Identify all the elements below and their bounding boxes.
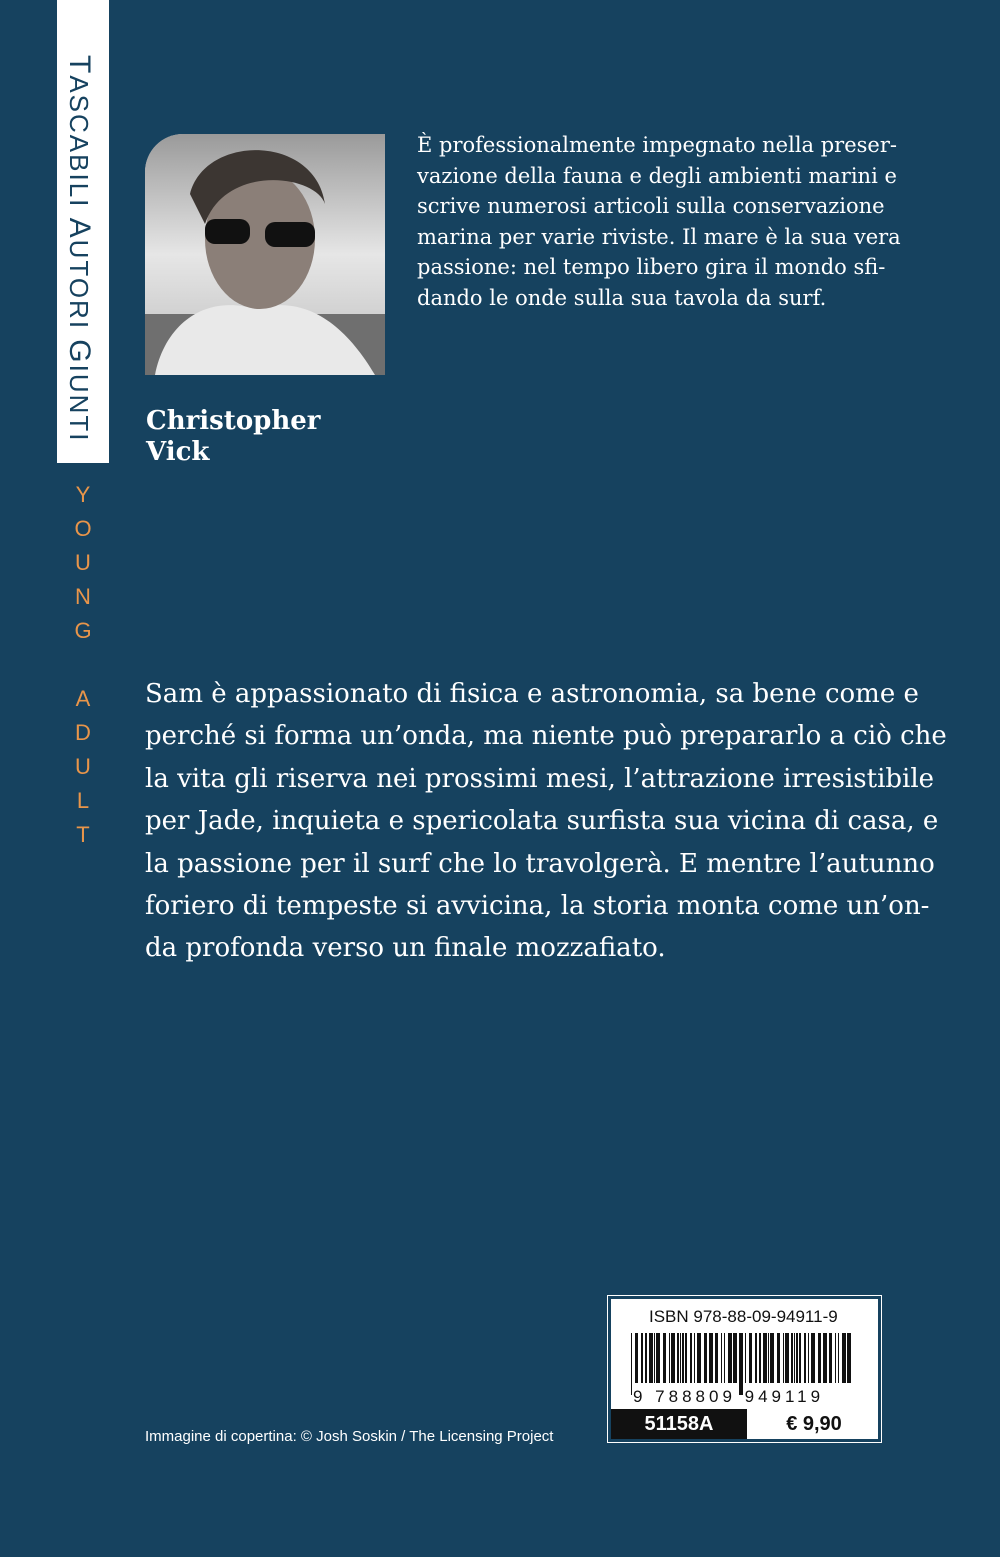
barcode-bar xyxy=(755,1333,757,1383)
barcode-bar xyxy=(682,1333,684,1383)
barcode-bar xyxy=(829,1333,832,1383)
series-word: UTORI xyxy=(64,239,94,340)
series-cap: T xyxy=(63,55,96,76)
barcode-bar xyxy=(791,1333,793,1383)
isbn-text: ISBN 978-88-09-94911-9 xyxy=(649,1307,838,1326)
barcode-bar xyxy=(697,1333,701,1383)
barcode-bar xyxy=(669,1333,670,1383)
barcode-bar xyxy=(777,1333,780,1383)
series-cap: A xyxy=(63,217,96,240)
barcode-bar xyxy=(690,1333,692,1383)
text-line: passione: nel tempo libero gira il mondo sfi- xyxy=(417,255,886,279)
barcode-bar xyxy=(783,1333,784,1383)
series-word: ASCABILI xyxy=(64,75,94,218)
barcode-bar xyxy=(811,1333,815,1383)
barcode-bar xyxy=(847,1333,851,1383)
barcode-bar xyxy=(739,1333,743,1395)
barcode-bar xyxy=(749,1333,752,1383)
barcode-bar xyxy=(763,1333,767,1383)
barcode-bar xyxy=(641,1333,643,1383)
barcode-bar xyxy=(724,1333,725,1383)
barcode-bar xyxy=(770,1333,774,1383)
barcode-bar xyxy=(804,1333,806,1383)
barcode-bar xyxy=(671,1333,675,1383)
barcode-bar xyxy=(728,1333,732,1383)
barcode-bar xyxy=(721,1333,722,1383)
author-name xyxy=(146,406,320,468)
author-photo xyxy=(145,134,385,375)
barcode-bar xyxy=(759,1333,761,1383)
imprint-letter: A xyxy=(75,686,91,711)
imprint-letter xyxy=(72,648,94,682)
barcode-bar xyxy=(838,1333,839,1383)
barcode-bar xyxy=(796,1333,798,1383)
barcode-digits: 9 788809 949119 xyxy=(633,1387,825,1406)
barcode-bar xyxy=(785,1333,789,1383)
barcode-bar xyxy=(635,1333,638,1383)
product-code: 51158A xyxy=(611,1409,747,1439)
imprint-letter: U xyxy=(75,550,91,575)
text-line: da profonda verso un finale mozzafiato. xyxy=(145,933,666,964)
text-line: scrive numerosi articoli sulla conservazione xyxy=(417,194,885,218)
imprint-letter: T xyxy=(76,822,90,847)
barcode-bar xyxy=(733,1333,737,1383)
barcode-bar xyxy=(645,1333,647,1383)
cover-credit: Immagine di copertina: © Josh Soskin / The Licensing Project xyxy=(145,1428,554,1445)
text-line: perché si forma un’onda, ma niente può prepararlo a ciò che xyxy=(145,721,947,752)
imprint-letter: D xyxy=(75,720,91,745)
barcode-bar xyxy=(794,1333,795,1383)
series-word: IUNTI xyxy=(64,364,94,443)
barcode-bar xyxy=(694,1333,695,1383)
barcode-bar xyxy=(835,1333,836,1383)
barcode-bar xyxy=(685,1333,687,1383)
text-line: la vita gli riserva nei prossimi mesi, l’attrazione irresistibile xyxy=(145,763,935,794)
imprint-letter: G xyxy=(74,618,92,643)
author-last-name: Vick xyxy=(146,437,210,467)
barcode-bar xyxy=(656,1333,660,1383)
barcode-bars xyxy=(631,1333,861,1395)
barcode-bar xyxy=(842,1333,846,1383)
book-blurb xyxy=(145,673,947,970)
text-line: Sam è appassionato di fisica e astronomia, sa bene come e xyxy=(145,679,919,709)
text-line: per Jade, inquieta e spericolata surfista sua vicina di casa, e xyxy=(145,806,939,837)
barcode-bar xyxy=(704,1333,707,1383)
text-line: vazione della fauna e degli ambienti marini e xyxy=(417,163,897,188)
text-line: la passione per il surf che lo travolgerà. E mentre l’autunno xyxy=(145,848,935,879)
barcode-bar xyxy=(715,1333,718,1383)
barcode-bar xyxy=(631,1333,632,1395)
author-first-name: Christopher xyxy=(146,406,321,436)
imprint-letter: Y xyxy=(75,482,91,507)
imprint-letter: N xyxy=(75,584,91,609)
barcode-bar xyxy=(709,1333,713,1383)
barcode-bar xyxy=(654,1333,655,1383)
barcode-bar xyxy=(680,1333,681,1383)
imprint-young-adult xyxy=(72,478,94,852)
series-cap: G xyxy=(63,339,96,365)
barcode-bar xyxy=(808,1333,809,1383)
imprint-letter: U xyxy=(75,754,91,779)
text-line: È professionalmente impegnato nella preser- xyxy=(417,133,897,157)
barcode-bar xyxy=(818,1333,821,1383)
author-bio xyxy=(417,130,901,313)
barcode-label xyxy=(607,1295,882,1443)
text-line: foriero di tempeste si avvicina, la storia monta come un’on- xyxy=(145,891,930,922)
series-title xyxy=(62,55,96,443)
barcode-bar xyxy=(768,1333,769,1383)
imprint-letter: L xyxy=(76,788,90,813)
text-line: dando le onde sulla sua tavola da surf. xyxy=(417,285,827,310)
barcode-bar xyxy=(745,1333,746,1383)
barcode-bar xyxy=(799,1333,801,1383)
barcode-bar xyxy=(663,1333,666,1383)
barcode-bar xyxy=(677,1333,679,1383)
barcode-bar xyxy=(649,1333,653,1383)
price: € 9,90 xyxy=(786,1413,842,1435)
barcode-bar xyxy=(823,1333,827,1383)
text-line: marina per varie riviste. Il mare è la sua vera xyxy=(417,224,901,249)
imprint-letter: O xyxy=(74,516,92,541)
